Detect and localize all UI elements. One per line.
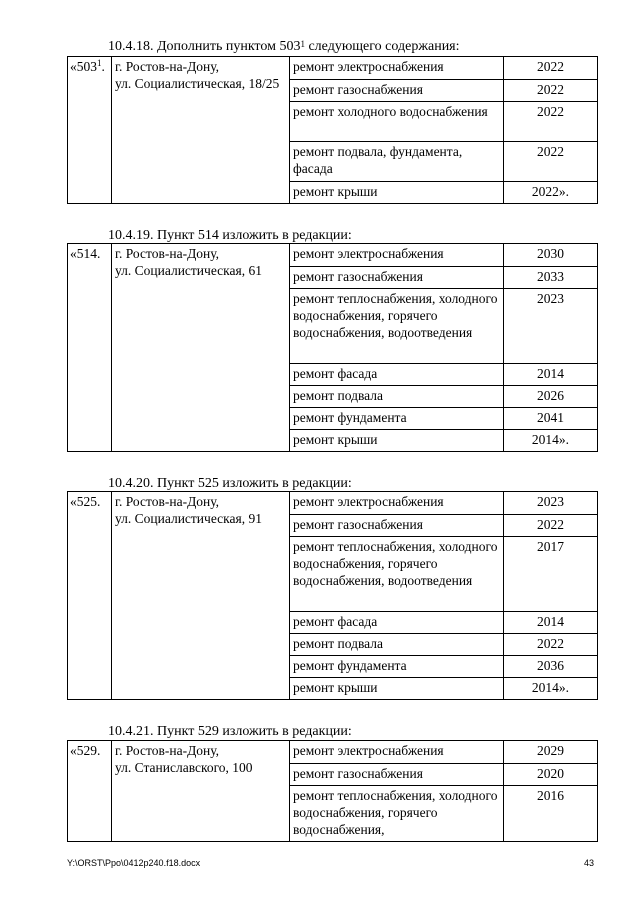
item-address: г. Ростов-на-Дону, ул. Станиславского, 100 [112, 741, 290, 842]
footer-file-path: Y:\ORST\Ppo\0412p240.f18.docx [67, 858, 201, 868]
table-row [68, 57, 598, 80]
work-type: ремонт теплоснабжения, холодного водоснабжения, горячего водоснабжения, водоотведения [290, 289, 504, 364]
work-type: ремонт газоснабжения [290, 267, 504, 289]
work-type: ремонт газоснабжения [290, 80, 504, 102]
work-year: 2014». [504, 430, 598, 452]
schedule-table-2 [67, 243, 598, 452]
work-year: 2023 [504, 492, 598, 515]
item-address: г. Ростов-на-Дону, ул. Социалистическая, 91 [112, 492, 290, 700]
work-type: ремонт электроснабжения [290, 244, 504, 267]
table-row [68, 244, 598, 267]
work-type: ремонт крыши [290, 430, 504, 452]
work-type: ремонт фасада [290, 364, 504, 386]
work-year: 2033 [504, 267, 598, 289]
work-year: 2029 [504, 741, 598, 764]
work-type: ремонт крыши [290, 678, 504, 700]
work-type: ремонт теплоснабжения, холодного водоснабжения, горячего водоснабжения, [290, 786, 504, 842]
work-year: 2041 [504, 408, 598, 430]
work-year: 2022 [504, 102, 598, 142]
work-type: ремонт электроснабжения [290, 741, 504, 764]
work-type: ремонт фасада [290, 612, 504, 634]
work-type: ремонт холодного водоснабжения [290, 102, 504, 142]
work-type: ремонт крыши [290, 182, 504, 204]
work-year: 2030 [504, 244, 598, 267]
work-type: ремонт электроснабжения [290, 57, 504, 80]
work-year: 2022». [504, 182, 598, 204]
schedule-table-1 [67, 56, 598, 204]
work-type: ремонт электроснабжения [290, 492, 504, 515]
work-year: 2022 [504, 515, 598, 537]
work-year: 2022 [504, 57, 598, 80]
work-type: ремонт теплоснабжения, холодного водоснабжения, горячего водоснабжения, водоотведения [290, 537, 504, 612]
work-type: ремонт газоснабжения [290, 515, 504, 537]
work-year: 2022 [504, 634, 598, 656]
work-year: 2014 [504, 364, 598, 386]
work-year: 2020 [504, 764, 598, 786]
item-number: «525. [68, 492, 112, 700]
section-heading-1: 10.4.18. Дополнить пунктом $503^1$ следующего содержания: [108, 39, 460, 54]
work-year: 2014». [504, 678, 598, 700]
schedule-table-4 [67, 740, 598, 842]
work-year: 2017 [504, 537, 598, 612]
section-heading-3: 10.4.20. Пункт 525 изложить в редакции: [108, 476, 352, 491]
work-year: 2022 [504, 80, 598, 102]
table-row [68, 741, 598, 764]
item-number: «$503^1$. [68, 57, 112, 204]
section-heading-4: 10.4.21. Пункт 529 изложить в редакции: [108, 724, 352, 739]
work-year: 2016 [504, 786, 598, 842]
item-number: «514. [68, 244, 112, 452]
work-type: ремонт подвала [290, 634, 504, 656]
work-type: ремонт фундамента [290, 656, 504, 678]
item-address: г. Ростов-на-Дону, ул. Социалистическая, 61 [112, 244, 290, 452]
footer-page-number: 43 [584, 858, 595, 868]
work-year: 2022 [504, 142, 598, 182]
work-year: 2036 [504, 656, 598, 678]
work-year: 2014 [504, 612, 598, 634]
item-address: г. Ростов-на-Дону, ул. Социалистическая, 18/25 [112, 57, 290, 204]
work-type: ремонт подвала, фундамента, фасада [290, 142, 504, 182]
work-type: ремонт фундамента [290, 408, 504, 430]
table-row [68, 492, 598, 515]
work-year: 2023 [504, 289, 598, 364]
schedule-table-3 [67, 491, 598, 700]
section-heading-2: 10.4.19. Пункт 514 изложить в редакции: [108, 228, 352, 243]
work-type: ремонт газоснабжения [290, 764, 504, 786]
work-type: ремонт подвала [290, 386, 504, 408]
work-year: 2026 [504, 386, 598, 408]
item-number: «529. [68, 741, 112, 842]
